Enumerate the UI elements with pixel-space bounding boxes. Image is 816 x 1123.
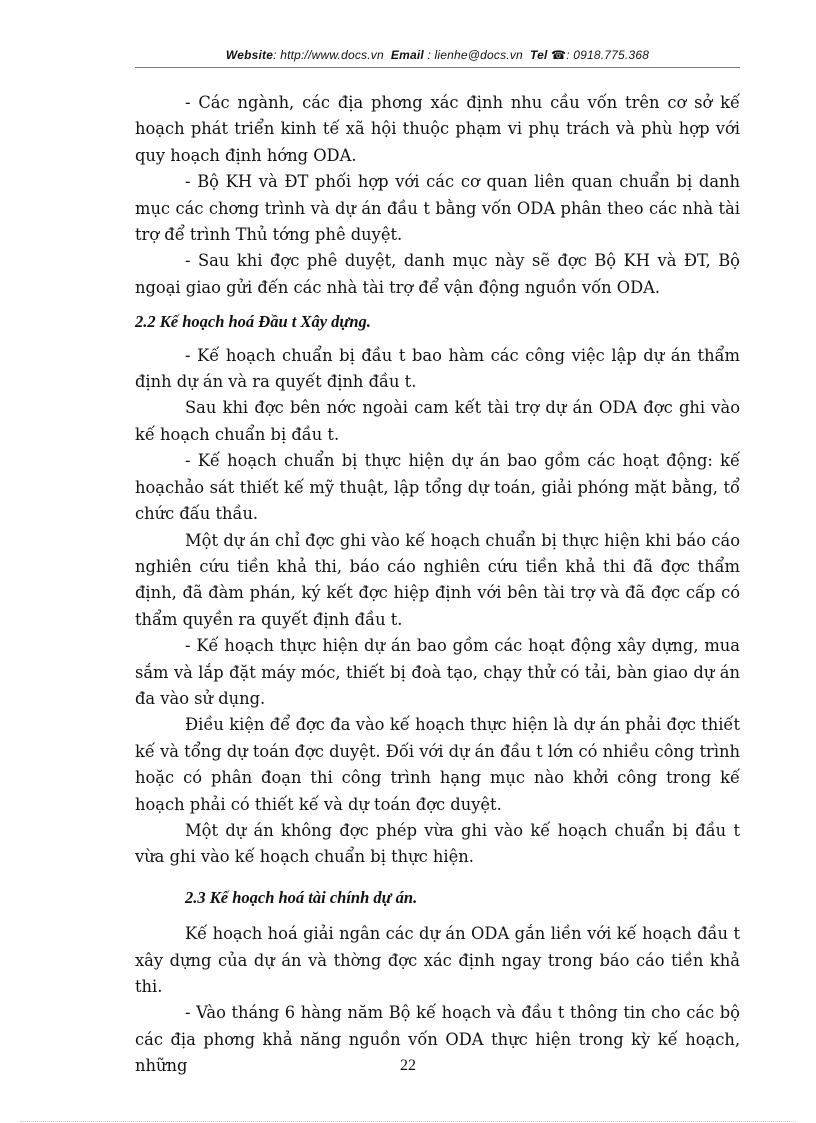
paragraph-3: - Sau khi đợc phê duyệt, danh mục này sẽ đợc Bộ KH và ĐT, Bộ ngoại giao gửi đến các nhà tài trợ để vận động nguồn vốn ODA.: [135, 251, 740, 297]
paragraph-8: - Kế hoạch thực hiện dự án bao gồm các hoạt động xây dựng, mua sắm và lắp đặt máy móc, thiết bị đoà tạo, chạy thử có tải, bàn giao dự án đa vào sử dụng.: [135, 636, 740, 708]
email-value: : lienhe@docs.vn: [427, 48, 523, 62]
website-value: : http://www.docs.vn: [273, 48, 384, 62]
header-divider: [135, 67, 740, 68]
website-label: Website: [225, 48, 274, 62]
paragraph-11: Kế hoạch hoá giải ngân các dự án ODA gắn liền với kế hoạch đầu t xây dựng của dự án và thờng đợc xác định ngay trong báo cáo tiền khả thi.: [135, 924, 740, 996]
paragraph-12: - Vào tháng 6 hàng năm Bộ kế hoạch và đầu t thông tin cho các bộ các địa phơng khả năng nguồn vốn ODA thực hiện trong kỳ kế hoạch, những: [135, 1003, 740, 1076]
phone-icon: ☎: [551, 48, 567, 62]
document-body: [135, 90, 740, 1080]
section-heading-2-3: 2.3 Kế hoạch hoá tài chính dự án.: [185, 887, 418, 907]
paragraph-2: - Bộ KH và ĐT phối hợp với các cơ quan liên quan chuẩn bị danh mục các chơng trình và dự án đầu t bằng vốn ODA phân theo các nhà tài trợ để trình Thủ tớng phê duyệt.: [135, 172, 740, 245]
page-header: [135, 48, 740, 62]
paragraph-4: - Kế hoạch chuẩn bị đầu t bao hàm các công việc lập dự án thẩm định dự án và ra quyết định đầu t.: [135, 345, 740, 392]
paragraph-10: Một dự án không đợc phép vừa ghi vào kế hoạch chuẩn bị đầu t vừa ghi vào kế hoạch chuẩn bị thực hiện.: [135, 820, 740, 867]
paragraph-7: Một dự án chỉ đợc ghi vào kế hoạch chuẩn bị thực hiện khi báo cáo nghiên cứu tiền khả thi, báo cáo nghiên cứu tiền khả thi đã đợc thẩm định, đã đàm phán, ký kết đợc hiệp định với bên tài trợ và đã đợc cấp có thẩm quyền ra quyết định đầu t.: [135, 530, 740, 629]
email-label: Email: [390, 48, 424, 62]
paragraph-9: Điều kiện để đợc đa vào kế hoạch thực hiện là dự án phải đợc thiết kế và tổng dự toán đợc duyệt. Đối với dự án đầu t lớn có nhiều công trình hoặc có phân đoạn thi công trình hạng mục nào khởi công trong kế hoạch phải có thiết kế và dự toán đợc duyệt.: [135, 715, 740, 814]
paragraph-6: - Kế hoạch chuẩn bị thực hiện dự án bao gồm các hoạt động: kế hoạchảo sát thiết kế mỹ thuật, lập tổng dự toán, giải phóng mặt bằng, tổ chức đấu thầu.: [135, 451, 740, 524]
tel-label: Tel: [530, 48, 548, 62]
footer-divider: [20, 1121, 796, 1122]
section-heading-2-2: 2.2 Kế hoạch hoá Đầu t Xây dựng.: [135, 312, 371, 332]
paragraph-1: - Các ngành, các địa phơng xác định nhu cầu vốn trên cơ sở kế hoạch phát triển kinh tế xã hội thuộc phạm vi phụ trách và phù hợp với quy hoạch định hớng ODA.: [135, 93, 740, 165]
tel-value: : 0918.775.368: [566, 48, 650, 62]
page-number: 22: [400, 1057, 416, 1074]
paragraph-5: Sau khi đợc bên nớc ngoài cam kết tài trợ dự án ODA đợc ghi vào kế hoạch chuẩn bị đầu t.: [135, 398, 740, 444]
